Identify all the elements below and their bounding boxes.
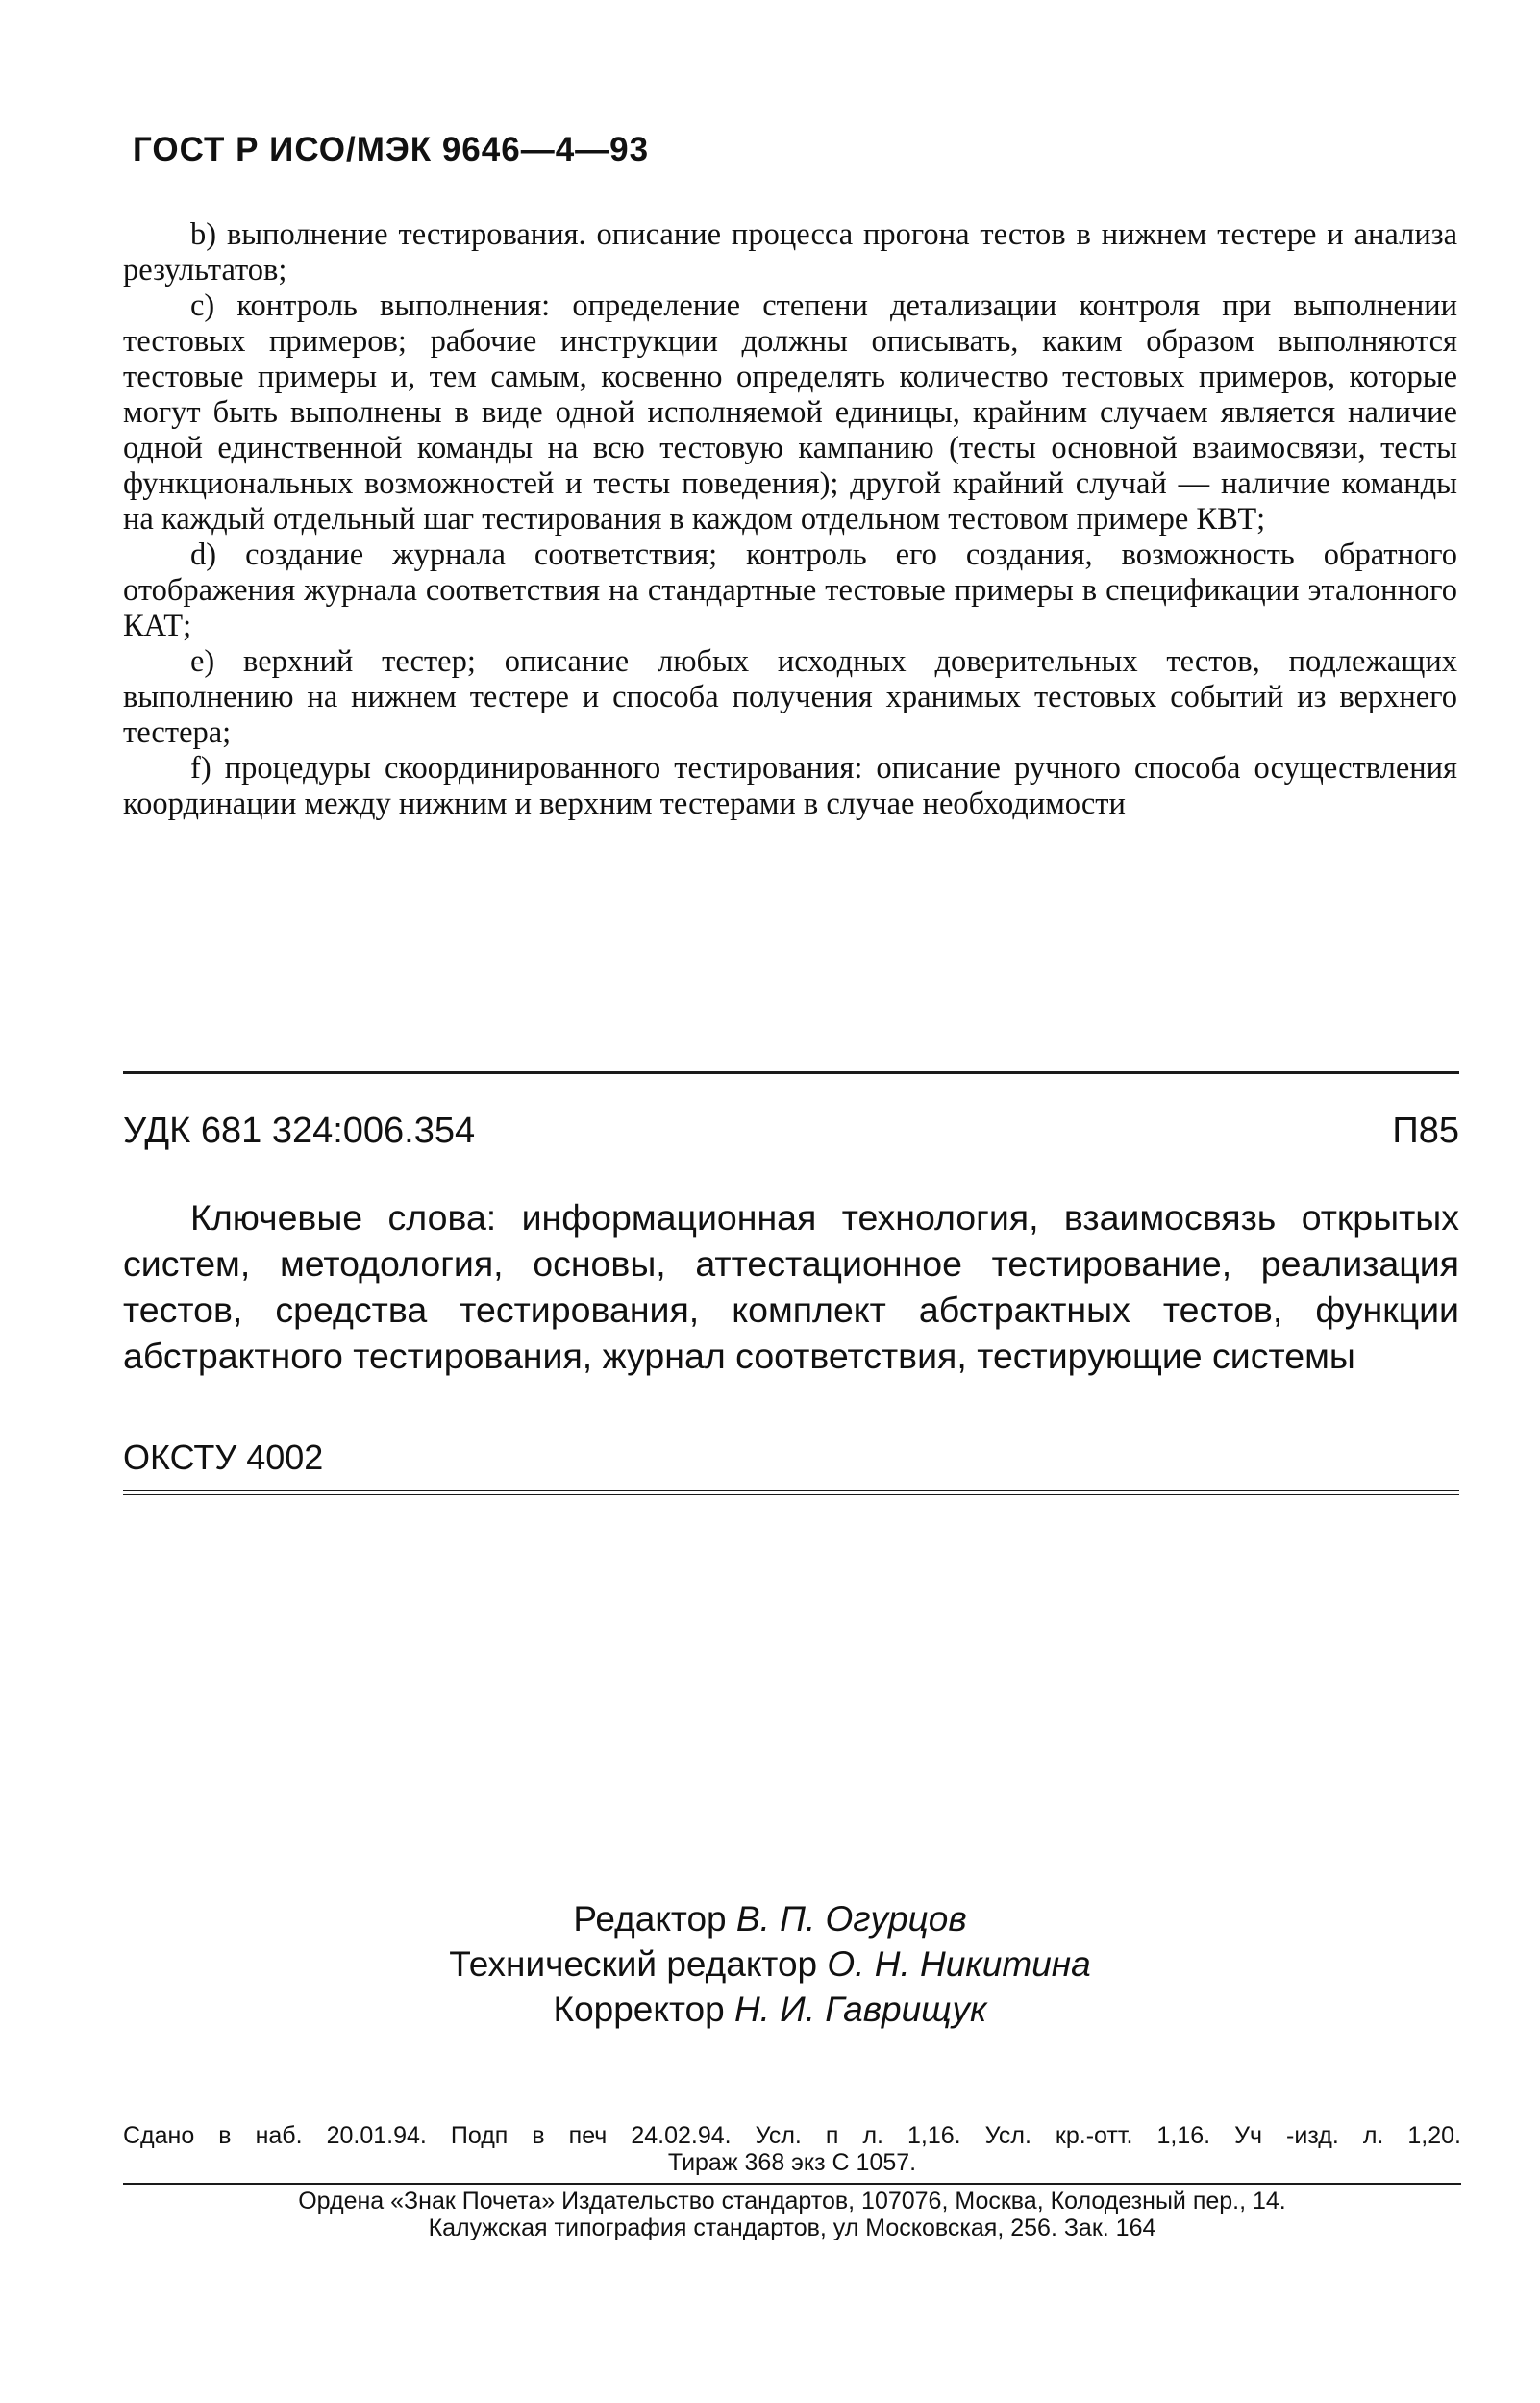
keywords-block <box>123 1194 1459 1379</box>
keywords-paragraph <box>123 1194 1459 1379</box>
divider-bottom <box>123 1489 1459 1495</box>
list-item-d: d) создание журнала соответствия; контроль его создания, возможность обратного отображения журнала соответствия на стандартные тестовые примеры в спецификации эталонного КАТ; <box>123 538 1457 643</box>
editor-role: Редактор <box>573 1899 727 1939</box>
divider-top <box>123 1071 1459 1074</box>
list-item-f: f) процедуры скоординированного тестирования: описание ручного способа осуществления координации между нижним и верхним тестерами в случае необходимости <box>123 751 1457 821</box>
list-item-e: e) верхний тестер; описание любых исходных доверительных тестов, подлежащих выполнению на нижнем тестере и способа получения хранимых тестовых событий из верхнего тестера; <box>123 644 1457 750</box>
credits-block <box>288 1896 1252 2032</box>
editor-name: В. П. Огурцов <box>735 1899 967 1939</box>
tech-editor-role: Технический редактор <box>449 1944 818 1984</box>
standard-header: ГОСТ Р ИСО/МЭК 9646—4—93 <box>133 131 650 168</box>
okstu-code: ОКСТУ 4002 <box>123 1438 324 1477</box>
udc-code: УДК 681 324:006.354 <box>123 1111 476 1151</box>
editor-line <box>288 1896 1252 1941</box>
keywords-list: информационная технология, взаимосвязь открытых систем, методология, основы, аттестационное тестирование, реализация тестов, средства тестирования, комплект абстрактных тестов, функции абстрактного тестирования, журнал соответствия, тестирующие системы <box>123 1197 1459 1376</box>
list-item-b: b) выполнение тестирования. описание процесса прогона тестов в нижнем тестере и анализа результатов; <box>123 217 1457 288</box>
proofreader-name: Н. И. Гаврищук <box>733 1990 987 2029</box>
publisher-house: Ордена «Знак Почета» Издательство стандартов, 107076, Москва, Колодезный пер., 14. <box>298 2188 1286 2215</box>
imprint-circulation: Тираж 368 экз С 1057. <box>667 2149 917 2176</box>
imprint-dates: Сдано в наб. 20.01.94. Подп в печ 24.02.94. Усл. п л. 1,16. Усл. кр.-отт. 1,16. Уч -изд. л. 1,20. <box>123 2122 1461 2149</box>
proofreader-line <box>288 1987 1252 2032</box>
procedures-list <box>123 217 1457 822</box>
imprint-block <box>123 2122 1461 2176</box>
proofreader-role: Корректор <box>553 1990 725 2029</box>
list-item-c: c) контроль выполнения: определение степени детализации контроля при выполнении тестовых примеров; рабочие инструкции должны описывать, каким образом выполняются тестовые примеры и, тем самым, косвенно определять количество тестовых примеров, которые могут быть выполнены в виде одной исполняемой единицы, крайним случаем является наличие одной единственной команды на всю тестовую кампанию (тесты основной взаимосвязи, тесты функциональных возможностей и тесты поведения); другой крайний случай — наличие команды на каждый отдельный шаг тестирования в каждом отдельном тестовом примере КВТ; <box>123 288 1457 537</box>
group-code: П85 <box>1392 1111 1459 1151</box>
imprint-divider <box>123 2183 1461 2185</box>
tech-editor-line <box>288 1941 1252 1987</box>
tech-editor-name: О. Н. Никитина <box>827 1944 1091 1984</box>
publisher-block <box>123 2188 1461 2241</box>
keywords-label: Ключевые слова: <box>190 1197 497 1238</box>
publisher-printer: Калужская типография стандартов, ул Московская, 256. Зак. 164 <box>428 2215 1156 2241</box>
classification-row <box>123 1111 1459 1159</box>
